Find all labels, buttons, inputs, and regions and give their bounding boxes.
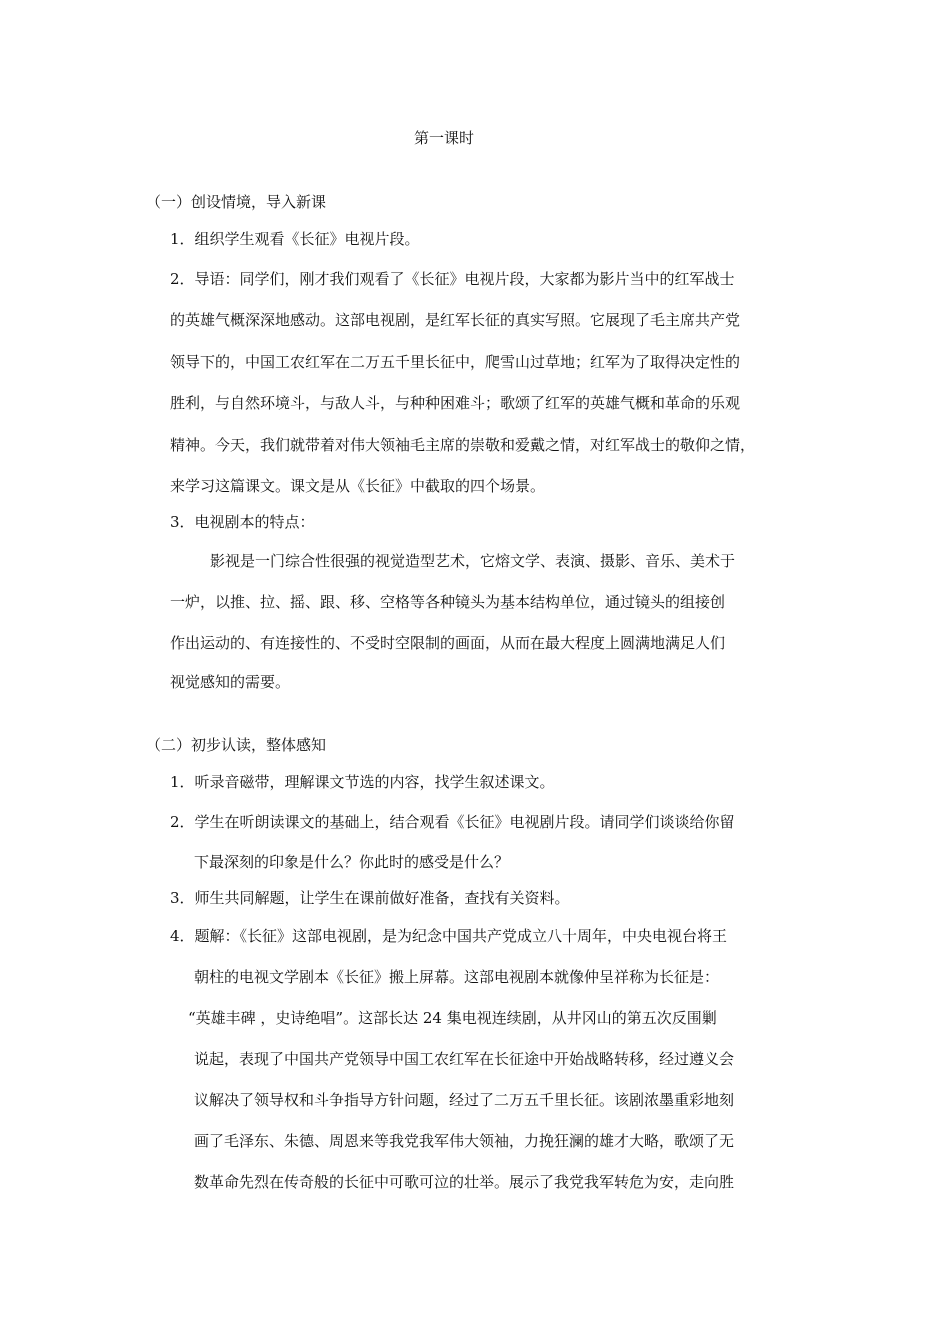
s2-item-1: 1．听录音磁带，理解课文节选的内容，找学生叙述课文。 xyxy=(170,773,555,791)
section-2-heading: （二）初步认读，整体感知 xyxy=(146,736,327,754)
s1-item-3-para-line-4: 视觉感知的需要。 xyxy=(170,673,291,691)
s1-item-3: 3．电视剧本的特点： xyxy=(170,513,315,531)
s1-item-2-line-2: 的英雄气概深深地感动。这部电视剧，是红军长征的真实写照。它展现了毛主席共产党 xyxy=(170,311,741,329)
page-title: 第一课时 xyxy=(414,129,475,147)
s2-item-2-line-2: 下最深刻的印象是什么？你此时的感受是什么？ xyxy=(194,853,510,871)
s2-item-2-line-1: 2．学生在听朗读课文的基础上，结合观看《长征》电视剧片段。请同学们谈谈给你留 xyxy=(170,813,735,831)
s2-item-4-line-1: 4．题解：《长征》这部电视剧，是为纪念中国共产党成立八十周年，中央电视台将王 xyxy=(170,927,728,945)
s1-item-2-line-1: 2．导语：同学们，刚才我们观看了《长征》电视片段，大家都为影片当中的红军战士 xyxy=(170,270,735,288)
s2-item-4-line-2: 朝柱的电视文学剧本《长征》搬上屏幕。这部电视剧本就像仲呈祥称为长征是： xyxy=(194,968,720,986)
s1-item-3-para-line-1: 影视是一门综合性很强的视觉造型艺术，它熔文学、表演、摄影、音乐、美术于 xyxy=(210,552,736,570)
section-1-heading: （一）创设情境，导入新课 xyxy=(146,193,327,211)
s2-item-4-line-6: 画了毛泽东、朱德、周恩来等我党我军伟大领袖，力挽狂澜的雄才大略，歌颂了无 xyxy=(194,1132,735,1150)
s1-item-2-line-6: 来学习这篇课文。课文是从《长征》中截取的四个场景。 xyxy=(170,477,546,495)
s1-item-3-para-line-3: 作出运动的、有连接性的、不受时空限制的画面，从而在最大程度上圆满地满足人们 xyxy=(170,634,726,652)
s1-item-2-line-5: 精神。今天，我们就带着对伟大领袖毛主席的崇敬和爱戴之情，对红军战士的敬仰之情， xyxy=(170,436,756,454)
s1-item-3-para-line-2: 一炉，以推、拉、摇、跟、移、空格等各种镜头为基本结构单位，通过镜头的组接创 xyxy=(170,593,726,611)
s2-item-4-line-3: “英雄丰碑 ，史诗绝唱”。这部长达 24 集电视连续剧，从井冈山的第五次反围剿 xyxy=(188,1009,717,1027)
s1-item-2-line-4: 胜利，与自然环境斗，与敌人斗，与种种困难斗；歌颂了红军的英雄气概和革命的乐观 xyxy=(170,394,741,412)
s2-item-4-line-7: 数革命先烈在传奇般的长征中可歌可泣的壮举。展示了我党我军转危为安，走向胜 xyxy=(194,1173,735,1191)
s2-item-3: 3．师生共同解题，让学生在课前做好准备，查找有关资料。 xyxy=(170,889,570,907)
s1-item-1: 1．组织学生观看《长征》电视片段。 xyxy=(170,230,420,248)
s2-item-4-line-5: 议解决了领导权和斗争指导方针问题，经过了二万五千里长征。该剧浓墨重彩地刻 xyxy=(194,1091,735,1109)
s2-item-4-line-4: 说起，表现了中国共产党领导中国工农红军在长征途中开始战略转移，经过遵义会 xyxy=(194,1050,735,1068)
s1-item-2-line-3: 领导下的，中国工农红军在二万五千里长征中，爬雪山过草地；红军为了取得决定性的 xyxy=(170,353,741,371)
